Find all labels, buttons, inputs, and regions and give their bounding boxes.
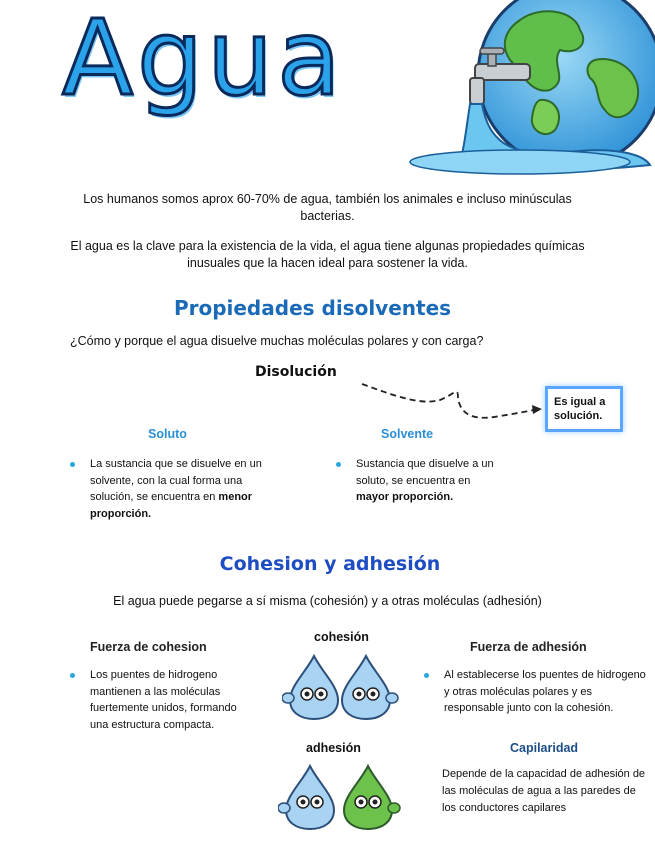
- section-title-propiedades: Propiedades disolventes: [173, 296, 452, 320]
- soluto-title: Soluto: [148, 427, 187, 441]
- section-title-cohesion: Cohesion y adhesión: [219, 553, 441, 575]
- earth-faucet-illustration: [400, 0, 655, 180]
- cohesion-list: [70, 667, 245, 733]
- cohesion-label: cohesión: [314, 630, 369, 644]
- fuerza-cohesion-title: Fuerza de cohesion: [90, 640, 207, 654]
- intro-paragraph-1: Los humanos somos aprox 60-70% de agua, también los animales e incluso minúsculas bacterias.: [83, 192, 572, 223]
- page-title: Agua: [62, 0, 345, 119]
- list-item: Al establecerse los puentes de hidrogeno y otras moléculas polares y es responsable junto con la cohesión.: [424, 667, 649, 717]
- equal-solution-box: Es igual a solución.: [545, 386, 623, 432]
- list-item: Los puentes de hidrogeno mantienen a las moléculas fuertemente unidos, formando una estructura compacta.: [70, 667, 245, 733]
- capilaridad-title: Capilaridad: [510, 741, 579, 755]
- capilaridad-text: Depende de la capacidad de adhesión de las moléculas de agua a las paredes de los conductores capilares: [442, 768, 646, 814]
- solvente-list: [336, 456, 506, 506]
- fuerza-adhesion-title: Fuerza de adhesión: [470, 640, 587, 654]
- adhesion-label: adhesión: [306, 741, 361, 755]
- water-drop-character-icon: [282, 652, 402, 722]
- disolucion-label: Disolución: [255, 364, 337, 380]
- list-item: La sustancia que se disuelve en un solvente, con la cual forma una solución, se encuentra en menor proporción.: [70, 456, 280, 522]
- section-question: ¿Cómo y porque el agua disuelve muchas moléculas polares y con carga?: [70, 334, 484, 348]
- adhesion-list: [424, 667, 649, 717]
- soluto-list: [70, 456, 280, 522]
- water-drop-character-icon: [278, 762, 406, 832]
- arrow-dashed-icon: [360, 376, 545, 426]
- section-subtitle: El agua puede pegarse a sí misma (cohesión) y a otras moléculas (adhesión): [113, 594, 542, 608]
- solvente-title: Solvente: [381, 427, 434, 441]
- list-item: Sustancia que disuelve a un soluto, se encuentra en mayor proporción.: [336, 456, 506, 506]
- intro-paragraph-2: El agua es la clave para la existencia de la vida, el agua tiene algunas propiedades químicas inusuales que la hacen ideal para sostener la vida.: [70, 239, 585, 270]
